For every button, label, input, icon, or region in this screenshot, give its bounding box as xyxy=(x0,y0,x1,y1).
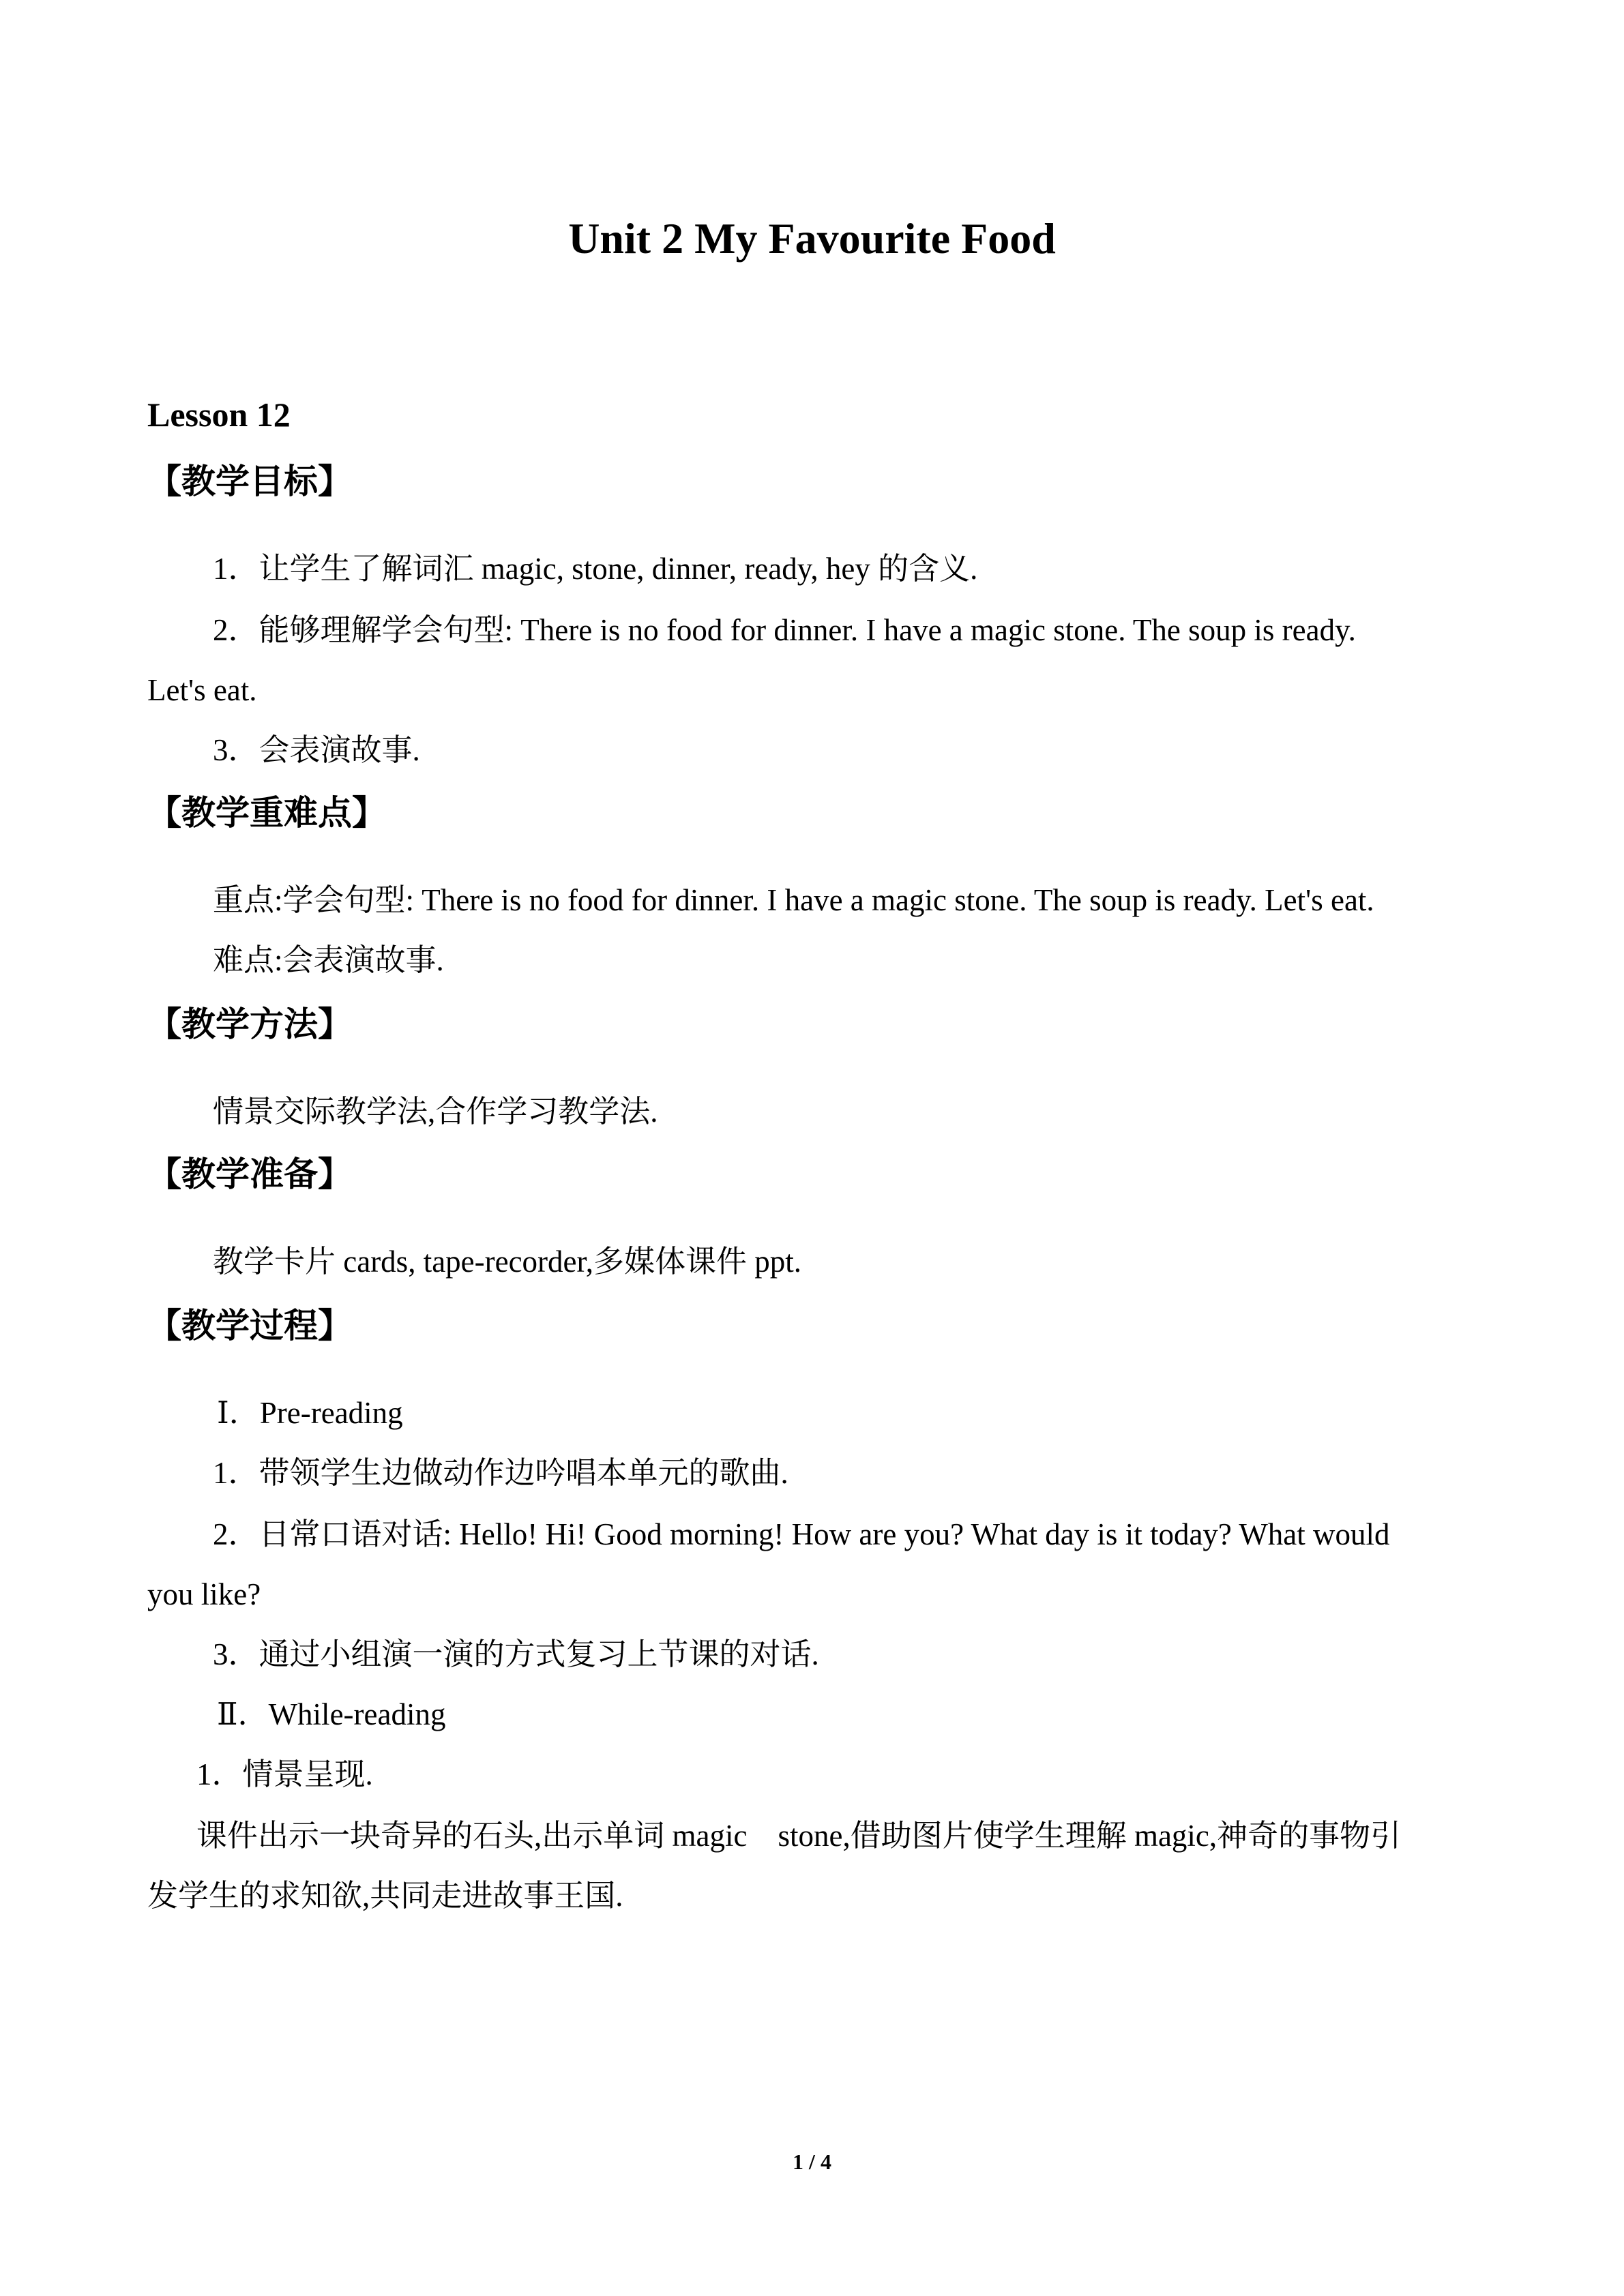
page-indicator: 1 / 4 xyxy=(793,2149,831,2174)
section-heading-objectives: 【教学目标】 xyxy=(147,462,352,501)
section-heading-key-points: 【教学重难点】 xyxy=(147,793,386,833)
key-point-item: 重点:学会句型: There is no food for dinner. I have a magic stone. The soup is ready. Let's eat. xyxy=(213,883,1374,917)
process-paragraph-line-2: 发学生的求知欲,共同走进故事王国. xyxy=(147,1879,623,1913)
lesson-label: Lesson 12 xyxy=(147,396,291,434)
process-item-3: 3．通过小组演一演的方式复习上节课的对话. xyxy=(213,1637,819,1671)
difficulty-item: 难点:会表演故事. xyxy=(213,943,444,977)
objective-item-3: 3．会表演故事. xyxy=(213,733,420,767)
section-heading-process: 【教学过程】 xyxy=(147,1306,352,1345)
process-item-scene: 1．情景呈现. xyxy=(196,1757,373,1791)
document-title: Unit 2 My Favourite Food xyxy=(568,214,1056,263)
section-heading-methods: 【教学方法】 xyxy=(147,1004,352,1044)
objective-item-2-continued: Let's eat. xyxy=(147,673,257,707)
process-stage-pre-reading: Ⅰ．Pre-reading xyxy=(217,1396,403,1430)
process-item-2-continued: you like? xyxy=(147,1577,261,1611)
method-item: 情景交际教学法,合作学习教学法. xyxy=(213,1094,658,1129)
process-stage-while-reading: Ⅱ．While-reading xyxy=(217,1697,446,1731)
process-item-2: 2．日常口语对话: Hello! Hi! Good morning! How are you? What day is it today? What would xyxy=(213,1517,1390,1551)
objective-item-1: 1．让学生了解词汇 magic, stone, dinner, ready, hey 的含义. xyxy=(213,552,978,586)
process-paragraph-line-1: 课件出示一块奇异的石头,出示单词 magic stone,借助图片使学生理解 magic,神奇的事物引 xyxy=(196,1819,1402,1853)
preparation-item: 教学卡片 cards, tape-recorder,多媒体课件 ppt. xyxy=(213,1244,801,1279)
process-item-1: 1．带领学生边做动作边吟唱本单元的歌曲. xyxy=(213,1456,788,1490)
section-heading-preparation: 【教学准备】 xyxy=(147,1154,352,1194)
objective-item-2: 2．能够理解学会句型: There is no food for dinner. I have a magic stone. The soup is ready. xyxy=(213,613,1356,647)
